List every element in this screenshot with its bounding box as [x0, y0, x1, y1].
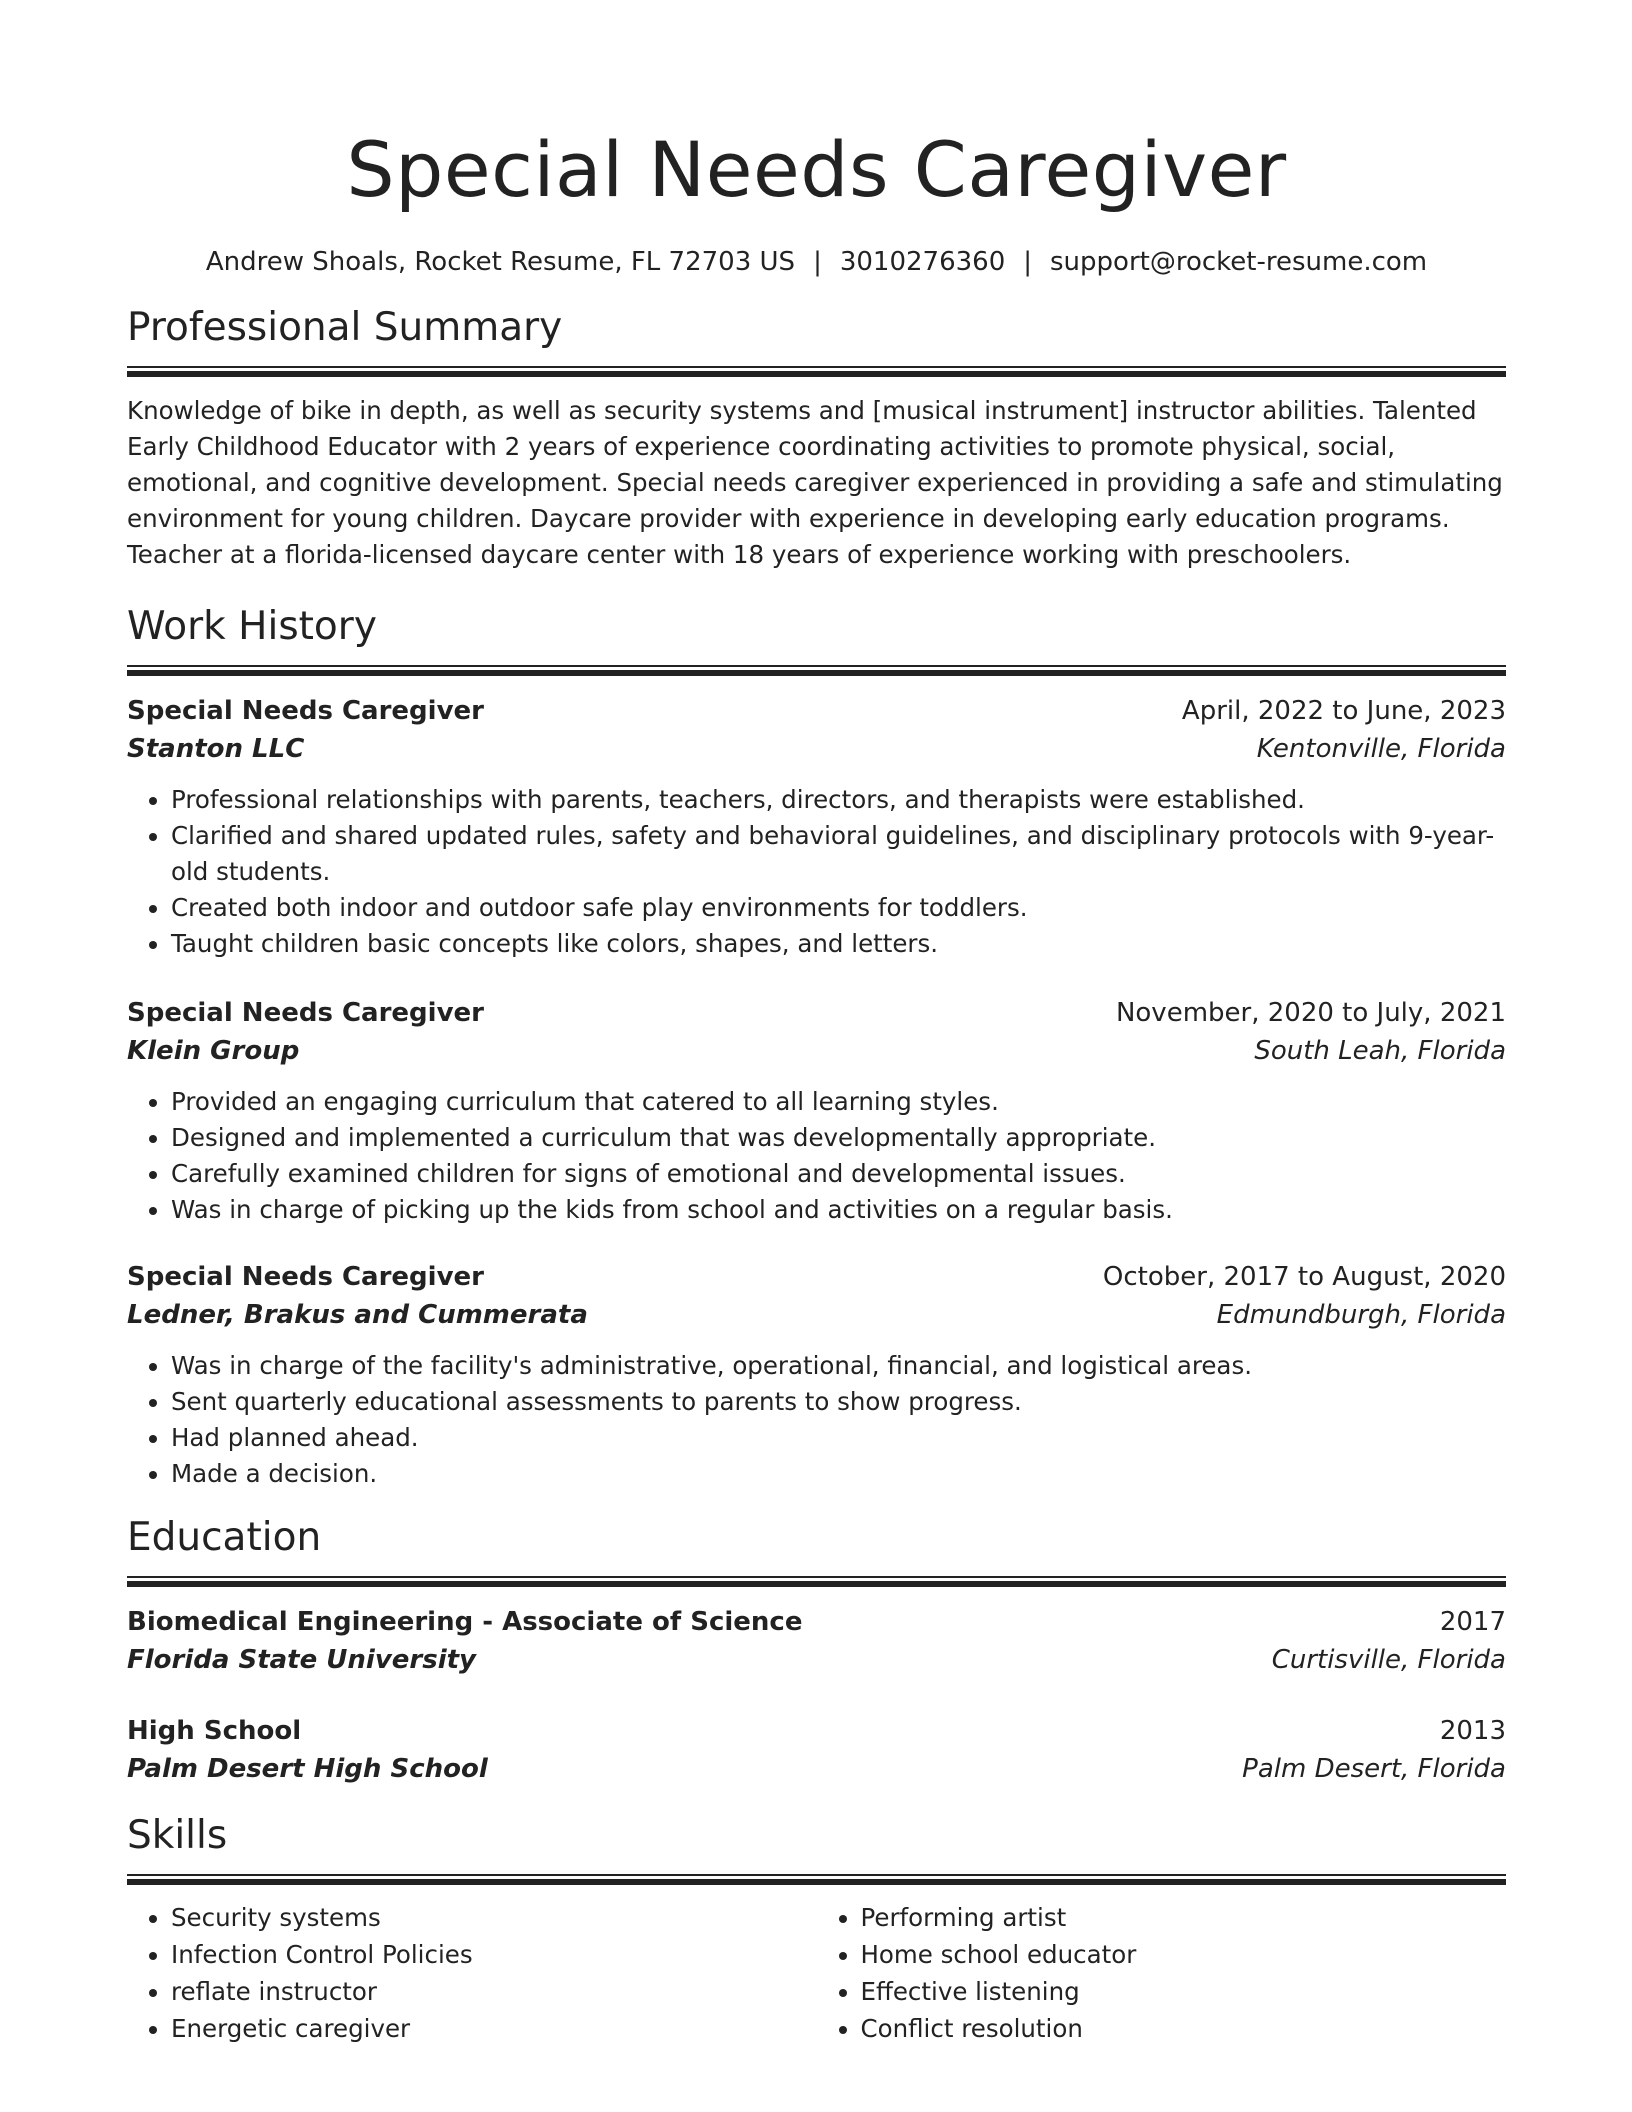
education-degree: Biomedical Engineering - Associate of Science [127, 1607, 803, 1637]
job-dates: October, 2017 to August, 2020 [1102, 1262, 1506, 1292]
list-item: • Carefully examined children for signs of emotional and developmental issues. [171, 1156, 1506, 1192]
job-company-row [127, 1032, 1506, 1070]
skill-item: • Security systems [171, 1899, 817, 1936]
job-company: Klein Group [127, 1036, 300, 1066]
education-school: Palm Desert High School [127, 1754, 488, 1784]
skills-grid [127, 1899, 1506, 2047]
list-item: • Professional relationships with parents, teachers, directors, and therapists were established. [171, 782, 1506, 818]
job-bullets [127, 782, 1506, 962]
job-bullets [127, 1084, 1506, 1228]
education-school-row [127, 1641, 1506, 1679]
skills-column-left [127, 1899, 817, 2047]
job-header-row [127, 994, 1506, 1032]
skills-section [127, 1810, 1506, 2047]
skill-item: • Effective listening [861, 1973, 1507, 2010]
job-company: Ledner, Brakus and Cummerata [127, 1300, 588, 1330]
job-dates: April, 2022 to June, 2023 [1181, 696, 1506, 726]
contact-separator: | [813, 247, 822, 277]
section-title-summary: Professional Summary [127, 305, 563, 350]
section-divider [127, 1576, 1506, 1587]
education-location: Curtisville, Florida [1271, 1645, 1506, 1675]
list-item: • Created both indoor and outdoor safe play environments for toddlers. [171, 890, 1506, 926]
skill-item: • Home school educator [861, 1936, 1507, 1973]
section-title-education: Education [127, 1515, 322, 1560]
job-company: Stanton LLC [127, 734, 305, 764]
education-degree: High School [127, 1716, 302, 1746]
education-location: Palm Desert, Florida [1242, 1754, 1506, 1784]
job-header-row [127, 692, 1506, 730]
job-location: Edmundburgh, Florida [1216, 1300, 1506, 1330]
education-year: 2017 [1439, 1607, 1506, 1637]
job-entry [127, 994, 1506, 1228]
contact-email: support@rocket-resume.com [1050, 247, 1428, 277]
work-history-section [127, 601, 1506, 1492]
education-entry [127, 1712, 1506, 1788]
education-section [127, 1512, 1506, 1788]
resume-name: Special Needs Caregiver [346, 125, 1287, 214]
section-title-skills: Skills [127, 1813, 228, 1858]
summary-text: Knowledge of bike in depth, as well as security systems and [musical instrument] instructor abilities. Talented Early Childhood Educator with 2 years of experience coordinating activities to promote physical, social, emotional, and cognitive development. Special needs caregiver experienced in providing a safe and stimulating environment for young children. Daycare provider with experience in developing early education programs. Teacher at a florida-licensed daycare center with 18 years of experience working with preschoolers. [127, 396, 1503, 569]
list-item: • Was in charge of the facility's administrative, operational, financial, and logistical areas. [171, 1348, 1506, 1384]
section-divider [127, 665, 1506, 676]
education-school-row [127, 1750, 1506, 1788]
section-divider [127, 366, 1506, 377]
list-item: • Clarified and shared updated rules, safety and behavioral guidelines, and disciplinary protocols with 9-year-old students. [171, 818, 1506, 890]
section-title-work: Work History [127, 604, 377, 649]
job-title: Special Needs Caregiver [127, 1262, 484, 1292]
job-title: Special Needs Caregiver [127, 696, 484, 726]
job-company-row [127, 730, 1506, 768]
skill-item: • Conflict resolution [861, 2010, 1507, 2047]
skills-column-right [817, 1899, 1507, 2047]
contact-separator: | [1023, 247, 1033, 277]
list-item: • Taught children basic concepts like colors, shapes, and letters. [171, 926, 1506, 962]
education-header-row [127, 1712, 1506, 1750]
list-item: • Sent quarterly educational assessments to parents to show progress. [171, 1384, 1506, 1420]
education-school: Florida State University [127, 1645, 476, 1675]
job-header-row [127, 1258, 1506, 1296]
section-divider [127, 1874, 1506, 1885]
job-company-row [127, 1296, 1506, 1334]
job-bullets [127, 1348, 1506, 1492]
skill-item: • Energetic caregiver [171, 2010, 817, 2047]
contact-line [127, 244, 1506, 280]
list-item: • Was in charge of picking up the kids from school and activities on a regular basis. [171, 1192, 1506, 1228]
job-entry [127, 692, 1506, 962]
list-item: • Provided an engaging curriculum that catered to all learning styles. [171, 1084, 1506, 1120]
skill-item: • Performing artist [861, 1899, 1507, 1936]
education-header-row [127, 1603, 1506, 1641]
job-title: Special Needs Caregiver [127, 998, 484, 1028]
list-item: • Had planned ahead. [171, 1420, 1506, 1456]
education-year: 2013 [1439, 1716, 1506, 1746]
job-entry [127, 1258, 1506, 1492]
job-location: South Leah, Florida [1254, 1036, 1506, 1066]
job-location: Kentonville, Florida [1256, 734, 1506, 764]
skill-item: • Infection Control Policies [171, 1936, 817, 1973]
contact-phone: 3010276360 [839, 247, 1006, 277]
skill-item: • reflate instructor [171, 1973, 817, 2010]
contact-address: Andrew Shoals, Rocket Resume, FL 72703 US [205, 247, 796, 277]
job-dates: November, 2020 to July, 2021 [1115, 998, 1506, 1028]
summary-section [127, 302, 1506, 573]
list-item: • Made a decision. [171, 1456, 1506, 1492]
list-item: • Designed and implemented a curriculum that was developmentally appropriate. [171, 1120, 1506, 1156]
education-entry [127, 1603, 1506, 1679]
